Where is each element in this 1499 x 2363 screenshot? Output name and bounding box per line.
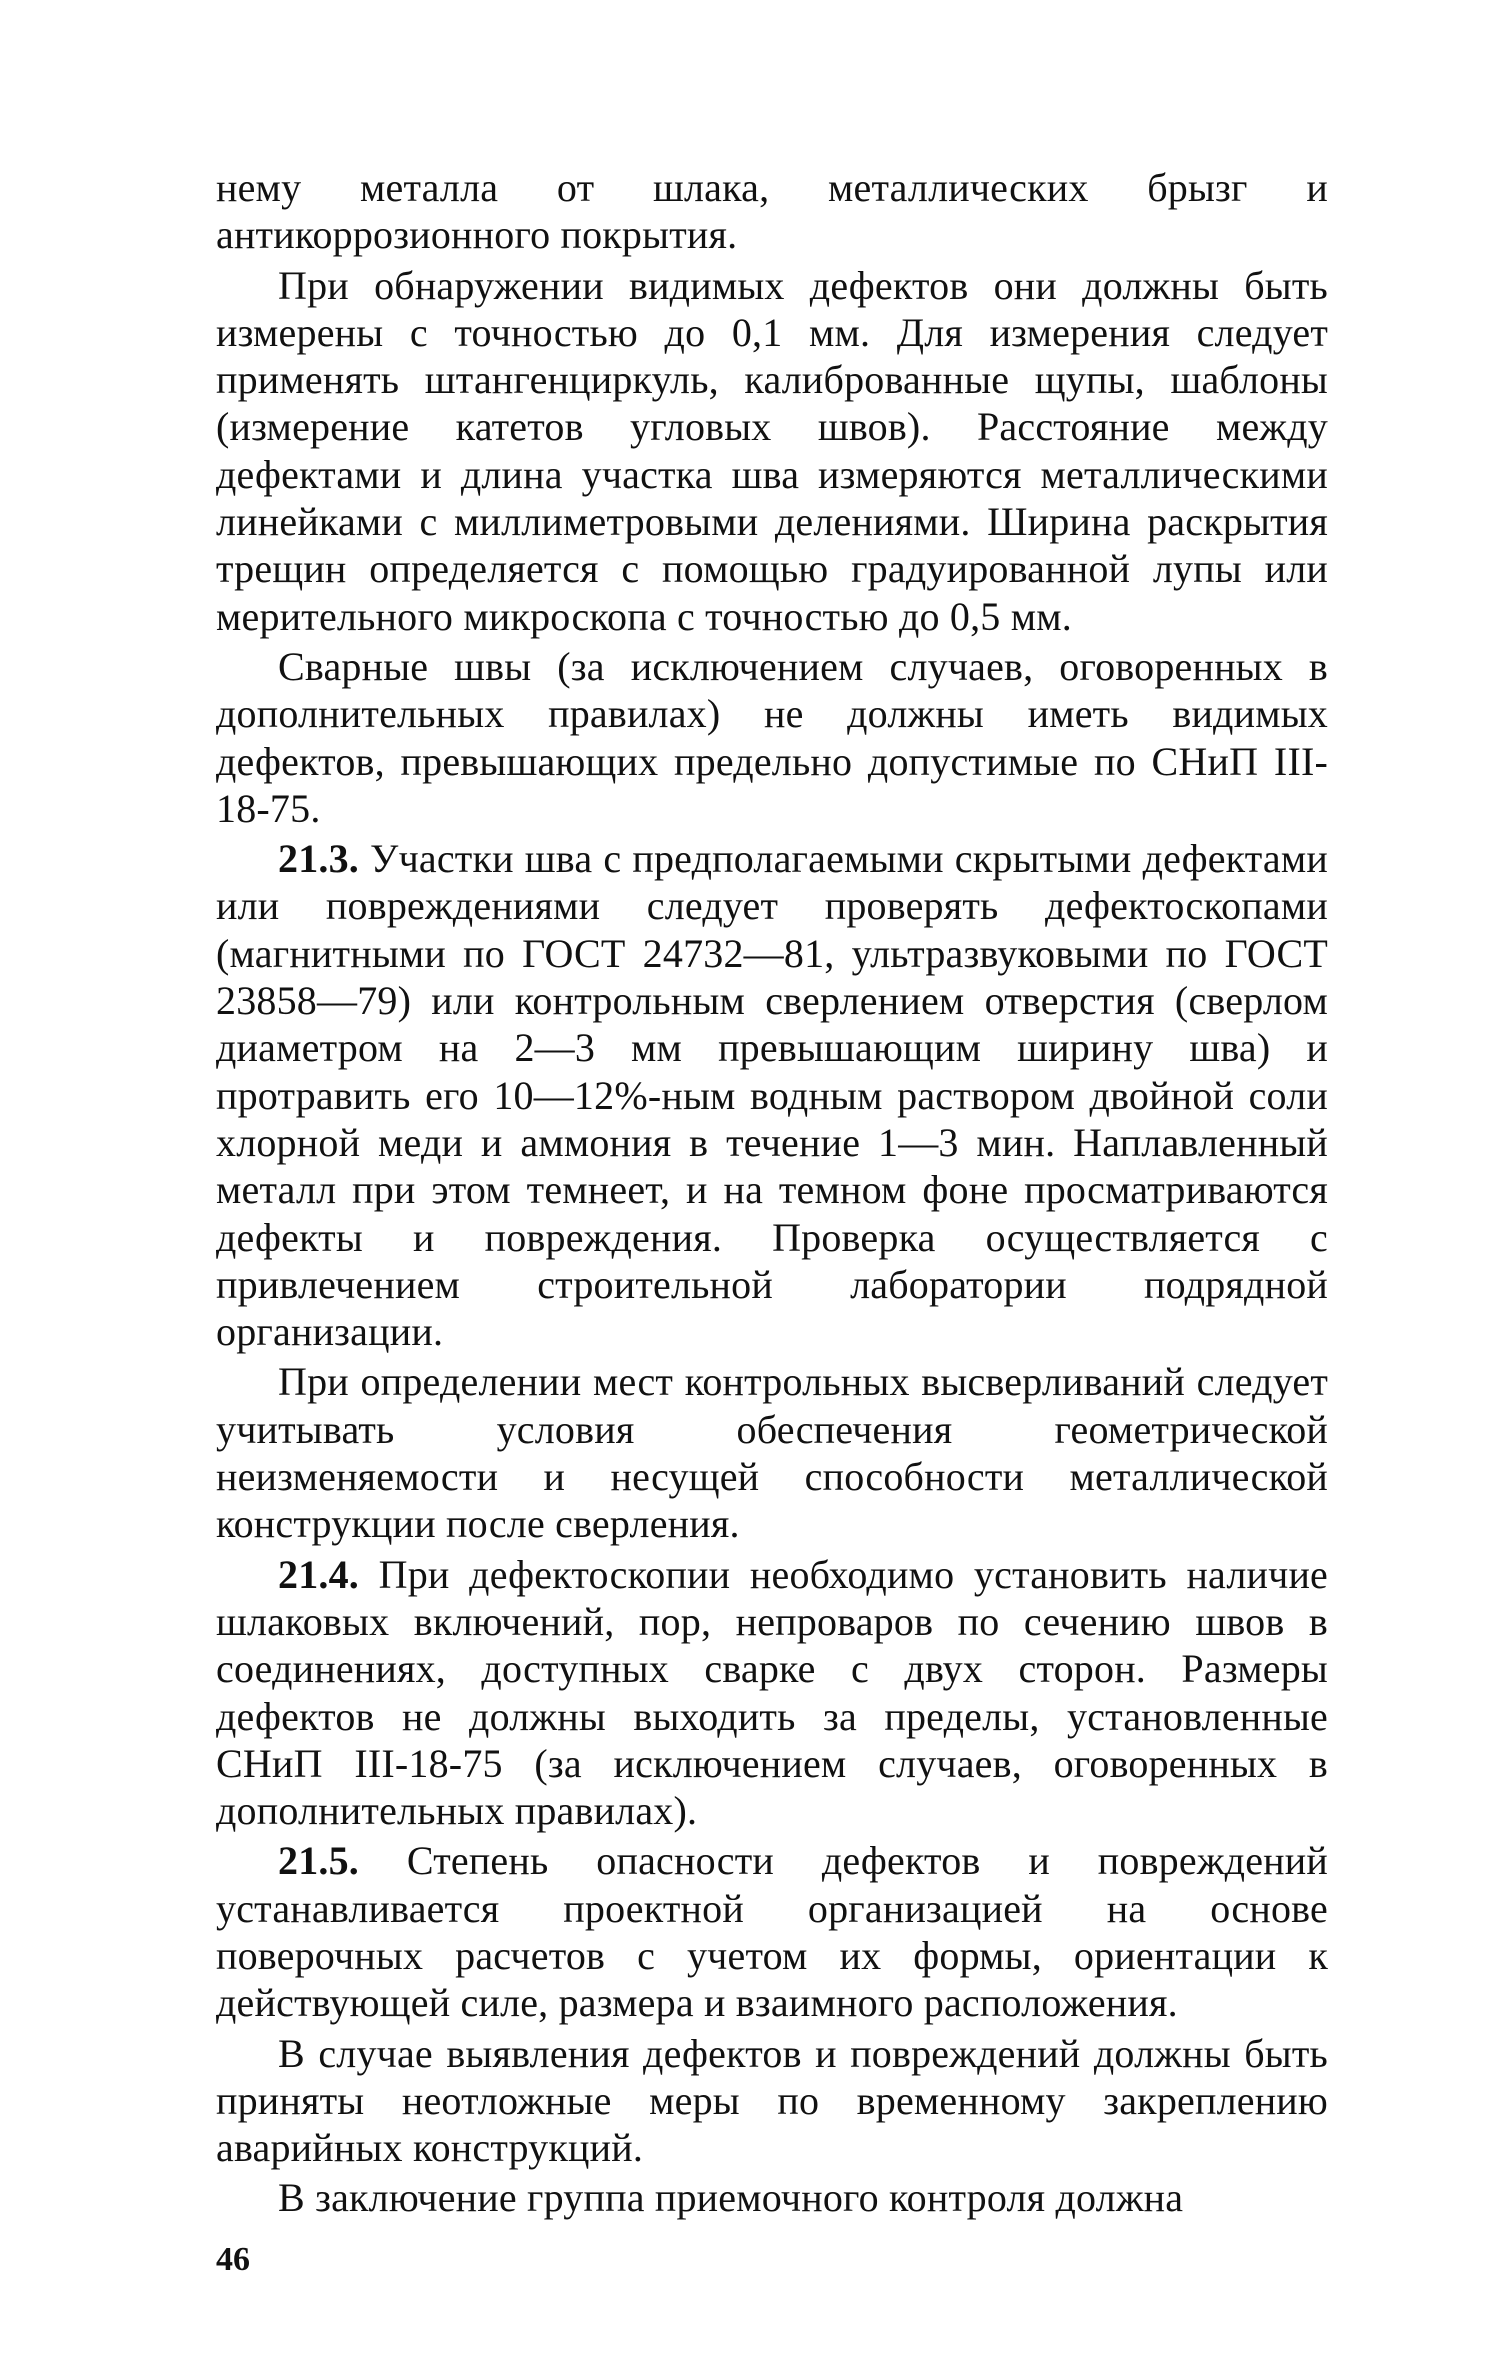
section-number: 21.3. bbox=[278, 836, 359, 882]
body-text bbox=[216, 164, 1328, 2225]
paragraph-text: В случае выявления дефектов и повреждений должны быть приняты неотложные меры по временному закреплению аварийных конструкций. bbox=[216, 2030, 1328, 2171]
paragraph-emergency-measures bbox=[216, 2030, 1328, 2172]
paragraph-21-3 bbox=[216, 835, 1328, 1355]
paragraph-defect-measurement bbox=[216, 262, 1328, 640]
paragraph-21-4 bbox=[216, 1551, 1328, 1835]
paragraph-text: При определении мест контрольных высверливаний следует учитывать условия обеспечения геометрической неизменяемости и несущей способности металлической конструкции после сверления. bbox=[216, 1359, 1328, 1547]
section-number: 21.4. bbox=[278, 1551, 359, 1597]
paragraph-text: При дефектоскопии необходимо установить наличие шлаковых включений, пор, непроваров по сечению швов в соединениях, доступных сварке с двух сторон. Размеры дефектов не должны выходить за пределы, установленные СНиП III-18-75 (за исключением случаев, оговоренных в дополнительных правилах). bbox=[216, 1551, 1328, 1834]
paragraph-text: В заключение группа приемочного контроля должна bbox=[278, 2175, 1184, 2221]
paragraph-text: При обнаружении видимых дефектов они должны быть измерены с точностью до 0,1 мм. Для измерения следует применять штангенциркуль, калиброванные щупы, шаблоны (измерение катетов угловых швов). Расстояние между дефектами и длина участка шва измеряются металлическими линейками с миллиметровыми делениями. Ширина раскрытия трещин определяется с помощью градуированной лупы или мерительного микроскопа с точностью до 0,5 мм. bbox=[216, 262, 1328, 639]
paragraph-text: Участки шва с предполагаемыми скрытыми дефектами или повреждениями следует проверять дефектоскопами (магнитными по ГОСТ 24732—81, ультразвуковыми по ГОСТ 23858—79) или контрольным сверлением отверстия (сверлом диаметром на 2—3 мм превышающим ширину шва) и протравить его 10—12%-ным водным раствором двойной соли хлорной меди и аммония в течение 1—3 мин. Наплавленный металл при этом темнеет, и на темном фоне просматриваются дефекты и повреждения. Проверка осуществляется с привлечением строительной лаборатории подрядной организации. bbox=[216, 836, 1328, 1355]
paragraph-text: нему металла от шлака, металлических брызг и антикоррозионного покрытия. bbox=[216, 165, 1328, 258]
paragraph-21-5 bbox=[216, 1837, 1328, 2026]
paragraph-weld-requirements bbox=[216, 643, 1328, 832]
paragraph-drilling bbox=[216, 1358, 1328, 1547]
paragraph-continuation bbox=[216, 164, 1328, 259]
section-number: 21.5. bbox=[278, 1838, 359, 1884]
paragraph-text: Сварные швы (за исключением случаев, оговоренных в дополнительных правилах) не должны иметь видимых дефектов, превышающих предельно допустимые по СНиП III-18-75. bbox=[216, 643, 1328, 831]
page-number: 46 bbox=[216, 2241, 250, 2278]
paragraph-text: Степень опасности дефектов и повреждений устанавливается проектной организацией на основе поверочных расчетов с учетом их формы, ориентации к действующей силе, размера и взаимного расположения. bbox=[216, 1838, 1328, 2026]
paragraph-conclusion bbox=[216, 2174, 1328, 2221]
